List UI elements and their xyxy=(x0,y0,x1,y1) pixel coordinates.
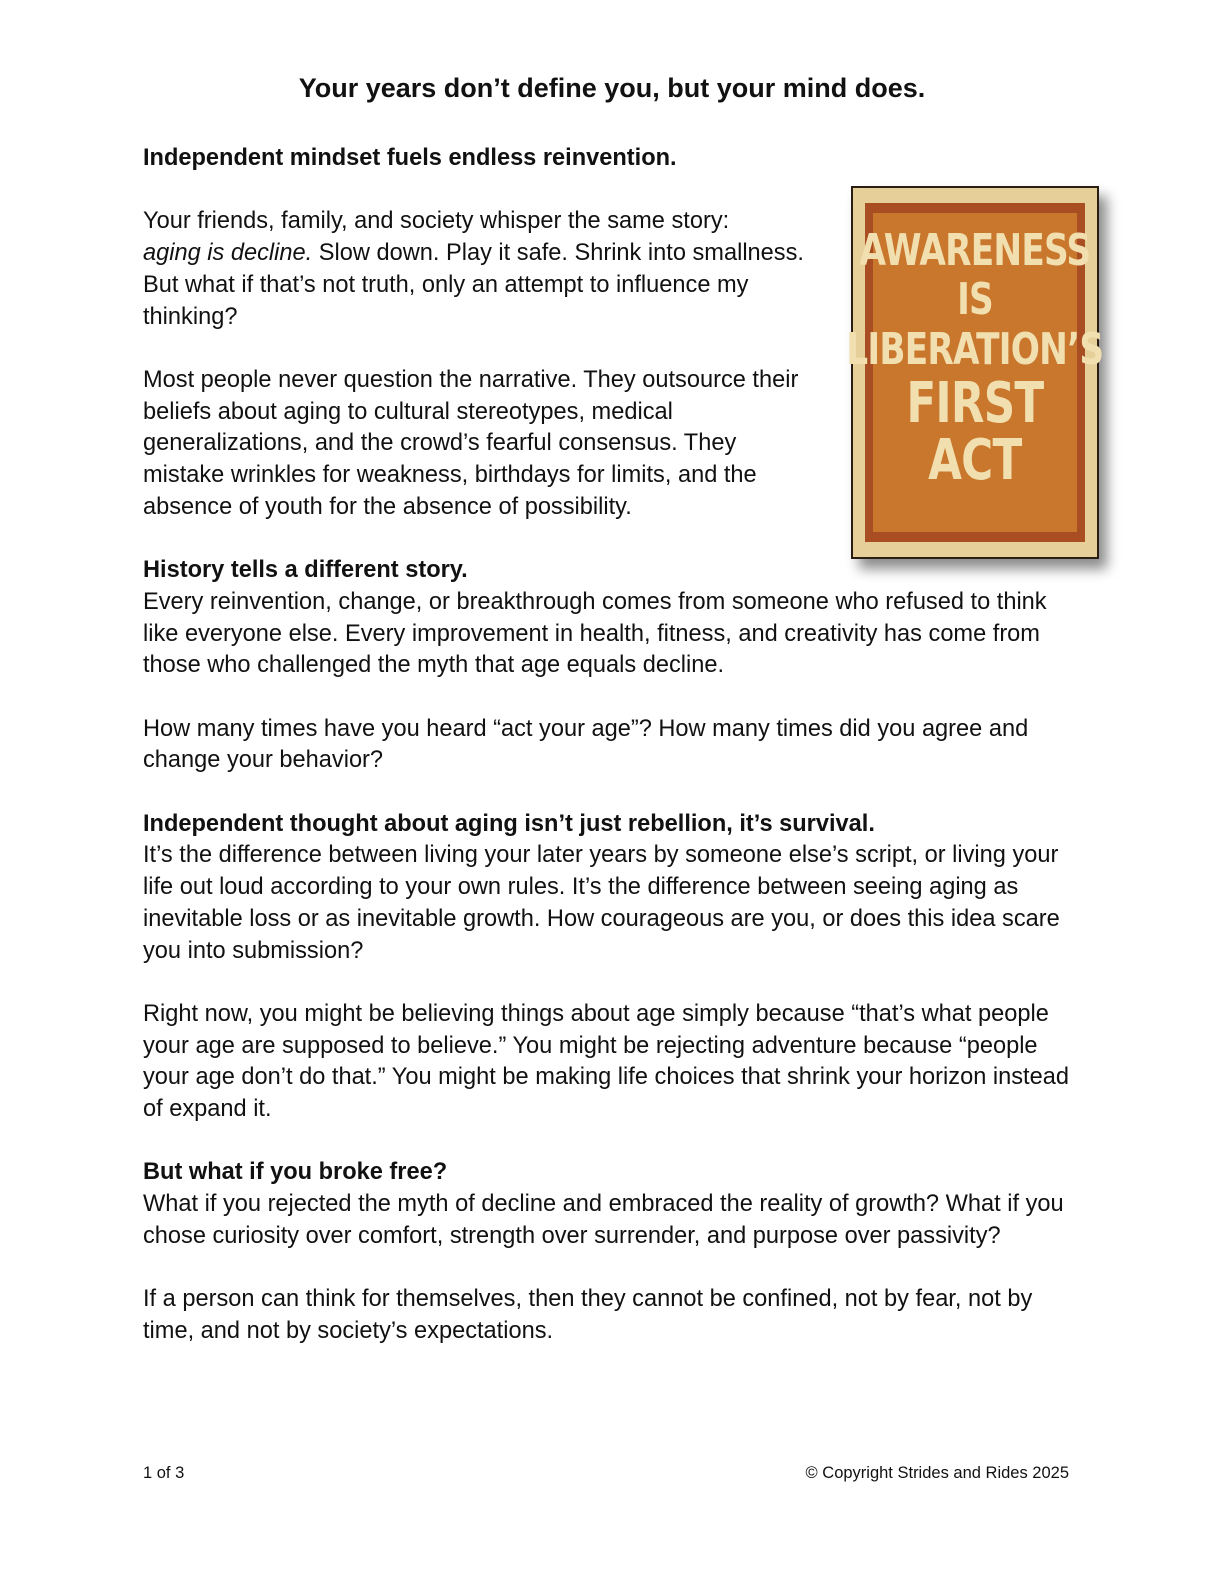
intro-text-line1: Your friends, family, and society whisper the same story: xyxy=(143,208,730,235)
section-heading-history: History tells a different story. xyxy=(143,557,468,584)
breakfree-paragraph-2: If a person can think for themselves, then they cannot be confined, not by fear, not by time, and not by society’s expectations. xyxy=(143,1286,1033,1344)
poster-text-line: FIRST xyxy=(906,370,1044,436)
poster-panel xyxy=(846,213,1104,532)
breakfree-paragraph-1: What if you rejected the myth of decline and embraced the reality of growth? What if you chose curiosity over comfort, strength over surrender, and purpose over passivity? xyxy=(143,1191,1064,1249)
intro-paragraph-2: Most people never question the narrative. They outsource their beliefs about aging to cultural stereotypes, medical generalizations, and the crowd’s fearful consensus. They mistake wrinkles for weakness, birthdays for limits, and the absence of youth for the absence of possibility. xyxy=(143,366,799,520)
copyright-notice: © Copyright Strides and Rides 2025 xyxy=(805,1464,1069,1482)
intro-text-line2: But what if that’s not truth, only an attempt to influence my thinking? xyxy=(143,271,749,330)
survival-paragraph-1: It’s the difference between living your later years by someone else’s script, or living your life out loud according to your own rules. It’s the difference between seeing aging as inevitable loss or as inevitable growth. How courageous are you, or does this idea scare you into submission? xyxy=(143,842,1060,964)
poster-text-line: AWARENESS xyxy=(859,224,1091,276)
poster-text-line: IS xyxy=(957,273,993,325)
awareness-poster-image xyxy=(846,186,1104,559)
page-number: 1 of 3 xyxy=(143,1464,185,1482)
survival-paragraph-2: Right now, you might be believing things about age simply because “that’s what people your age are supposed to believe.” You might be rejecting adventure because “people your age don’t do that.” You might be making life choices that shrink your horizon instead of expand it. xyxy=(143,1000,1069,1122)
section-heading-survival: Independent thought about aging isn’t just rebellion, it’s survival. xyxy=(143,810,875,837)
page-title: Your years don’t define you, but your mind does. xyxy=(298,73,926,103)
poster-border xyxy=(846,203,1104,542)
intro-text-rest: Slow down. Play it safe. Shrink into smallness. xyxy=(312,240,804,267)
history-paragraph-2: How many times have you heard “act your age”? How many times did you agree and change your behavior? xyxy=(143,715,1029,774)
history-paragraph-1: Every reinvention, change, or breakthrough comes from someone who refused to think like everyone else. Every improvement in health, fitness, and creativity has come from those who challenged the myth that age equals decline. xyxy=(143,588,1047,679)
poster-text-line: ACT xyxy=(928,427,1022,493)
section-heading-intro: Independent mindset fuels endless reinvention. xyxy=(143,145,677,171)
section-heading-breakfree: But what if you broke free? xyxy=(143,1159,448,1186)
intro-paragraph-1 xyxy=(143,206,823,333)
poster-text-line: LIBERATION’S xyxy=(846,323,1104,375)
intro-italic-text: aging is decline. xyxy=(143,240,313,267)
